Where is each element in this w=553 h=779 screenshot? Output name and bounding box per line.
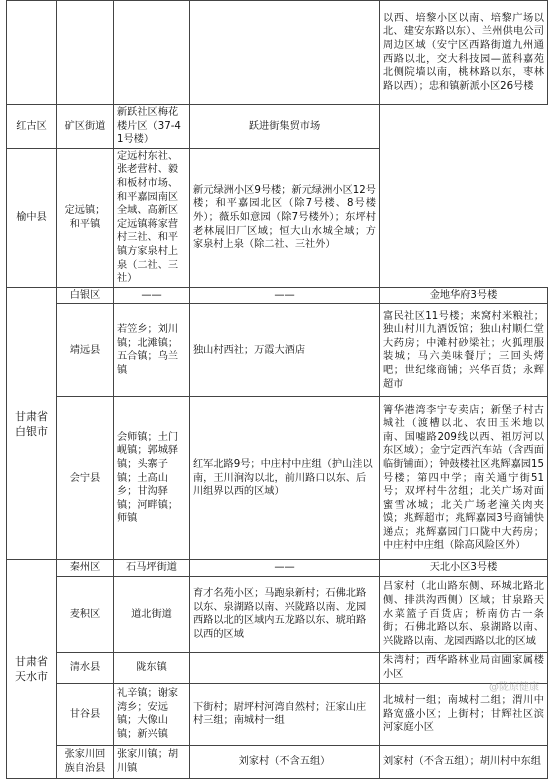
table-row (7, 683, 548, 745)
county-cell: 清水县 (57, 652, 114, 683)
table-row (7, 652, 548, 683)
county-cell: 会宁县 (57, 397, 114, 560)
high-risk-cell (190, 652, 380, 683)
high-risk-cell: 独山村西社；万霞大酒店 (190, 304, 380, 397)
county-cell: 甘谷县 (57, 683, 114, 745)
township-cell: 矿区街道 (57, 105, 114, 149)
county-cell: 靖远县 (57, 304, 114, 397)
table-row (7, 105, 548, 149)
table-row (7, 397, 548, 560)
province-cell: 甘肃省白银市 (7, 287, 57, 560)
township-cell: 礼辛镇；谢家湾乡；安远镇；大像山镇；新兴镇 (114, 683, 190, 745)
township-cell: 会师镇；土门岘镇；郭城驿镇；头寨子镇；土高山乡；甘沟驿镇；河畔镇；师镇 (114, 397, 190, 560)
township-cell: 张家川镇；胡川镇 (114, 745, 190, 778)
watermark: @陇原健康 (489, 682, 539, 693)
township-cell: 定远镇；和平镇 (57, 148, 114, 287)
mid-risk-cell: 箐华港湾李宁专卖店；新堡子村古城社（渡槽以北、农田玉米地以南、国嘘路209线以西、祖厉河以东区域）；金宁定西汽车站（含西面临街铺面）；钟鼓楼社区兆辉嘉园15号楼；第四中学；南关通宁街51号；双坪村牛岔组；北关广场对面蜜雪冰城；北关广场老潼关肉夹馍；兆辉超市；兆辉嘉园3号商铺快递点；兆辉嘉园门口陇中大药房；中庄村中庄组（除高风险区外） (380, 397, 548, 560)
township-cell: —— (114, 287, 190, 304)
mid-risk-cell: 跃进街集贸市场 (190, 105, 380, 149)
risk-area-table (6, 0, 548, 779)
high-risk-cell: —— (190, 560, 380, 577)
mid-risk-cell: 北城村一组；南城村二组；渭川中路宽盛小区；上街村；甘辉社区滨河家庭小区 (380, 683, 548, 745)
high-risk-cell: 红军北路9号；中庄村中庄组（护山洼以南，王川涧沟以北，前川路口以东、后川组界以西的区域） (190, 397, 380, 560)
high-risk-cell: 刘家村（不含五组） (190, 745, 380, 778)
table-row (7, 745, 548, 778)
province-cell (7, 1, 57, 105)
township-cell (114, 1, 190, 105)
mid-risk-cell: 金地华府3号楼 (380, 287, 548, 304)
high-risk-cell: 定远村东社、张老营村、毅和板材市场、和平嘉园南区全域、高新区定远镇蒋家营村三社、和平镇方家泉村上泉（二社、三社） (114, 148, 190, 287)
high-risk-cell: —— (190, 287, 380, 304)
province-cell: 甘肃省天水市 (7, 560, 57, 779)
township-cell: 若笠乡；刘川镇；北滩镇；五合镇；乌兰镇 (114, 304, 190, 397)
mid-risk-cell: 以西、培黎小区以南、培黎广场以北、建安东路以东）、兰州供电公司周边区域（安宁区西路街道九州通西路以北，交大科技园—蓝科嘉苑北侧院墙以南，桃林路以东，枣林路以西）；忠和镇新派小区26号楼 (380, 1, 548, 105)
mid-risk-cell: 新元绿洲小区9号楼；新元绿洲小区12号楼；和平嘉园北区（除7号楼、8号楼外）；薇乐如意园（除7号楼外）；东坪村老林展旧厂区域；恒大山水城全域；方家泉村上泉（除二社、三社外） (190, 148, 380, 287)
table-row (7, 576, 548, 652)
high-risk-cell: 下街村；尉坪村河湾自然村；汪家山庄村三组；南城村一组 (190, 683, 380, 745)
mid-risk-cell: 富民社区11号楼；来窝村米粮社；独山村川九酒饭馆；独山村顺仁堂大药房；中滩村砂梁社；火狐理服装城；马六美味餐厅；三回头烤吧；世纪缘商铺；兴华百货；永辉超市 (380, 304, 548, 397)
table-row (7, 148, 548, 287)
table-row (7, 1, 548, 105)
mid-risk-cell: 朱湾村；西华路林业局亩圃家属楼小区 (380, 652, 548, 683)
county-cell: 榆中县 (7, 148, 57, 287)
mid-risk-cell: 吕家村（北山路东侧、环城北路北侧、排洪沟西侧）区域；甘泉路天水菜篮子百货店；桥南仿古一条街；石佛北路以东、泉湖路以南、兴陇路以南、龙园西路以北的区域 (380, 576, 548, 652)
mid-risk-cell: 刘家村（不含五组）；胡川村中东组 (380, 745, 548, 778)
table-row (7, 304, 548, 397)
county-cell (57, 1, 114, 105)
table-row (7, 287, 548, 304)
table-row (7, 560, 548, 577)
township-cell: 石马坪街道 (114, 560, 190, 577)
mid-risk-cell: 天北小区3号楼 (380, 560, 548, 577)
high-risk-cell (190, 1, 380, 105)
county-cell: 红古区 (7, 105, 57, 149)
county-cell: 秦州区 (57, 560, 114, 577)
high-risk-cell: 育才名苑小区；马跑泉新村；石佛北路以东、泉湖路以南、兴陇路以南、龙园西路以北的区域内五龙路以东、琥珀路以西的区域 (190, 576, 380, 652)
county-cell: 张家川回族自治县 (57, 745, 114, 778)
high-risk-cell: 新跃社区梅花楼片区（37-41号楼） (114, 105, 190, 149)
county-cell: 白银区 (57, 287, 114, 304)
township-cell: 道北街道 (114, 576, 190, 652)
county-cell: 麦积区 (57, 576, 114, 652)
township-cell: 陇东镇 (114, 652, 190, 683)
